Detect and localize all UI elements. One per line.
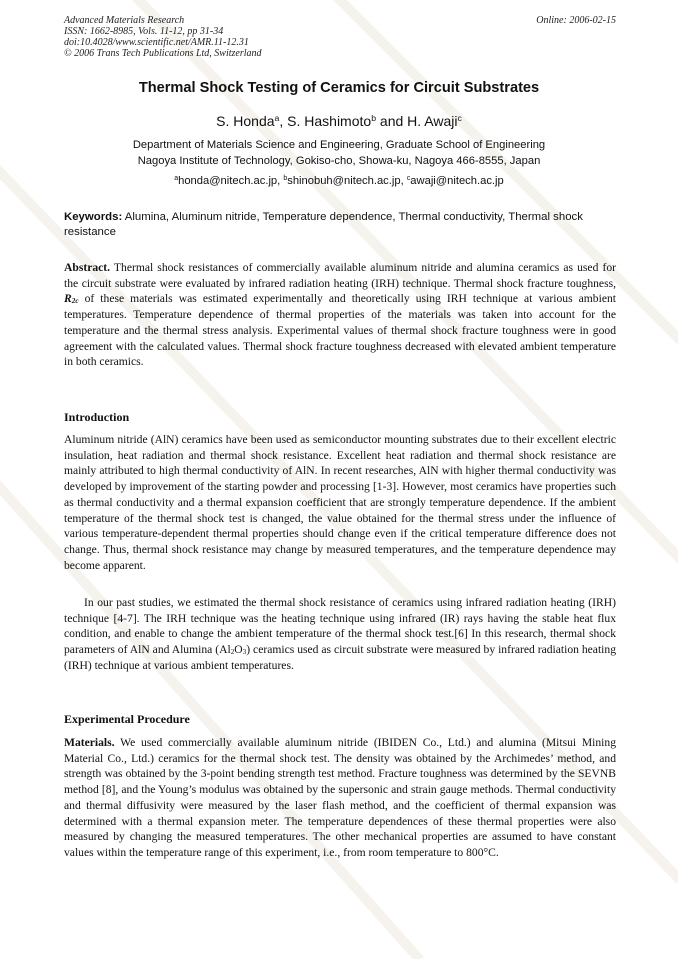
paragraph-text: In our past studies, we estimated the thermal shock resistance of ceramics using infrared radiation heating (IRH) technique [4-7]. The IRH technique was the heating technique using infrared (IR) rays having the stable heat flux condition, and enable to change the ambient temperature of the thermal shock test.[6] In this research, thermal shock parameters of AlN and Alumina (Al [64, 596, 616, 657]
materials-label: Materials. [64, 736, 115, 749]
keywords-text: Alumina, Aluminum nitride, Temperature dependence, Thermal conductivity, Thermal shock resistance [64, 211, 583, 238]
affiliation-line-1: Department of Materials Science and Engineering, Graduate School of Engineering [132, 139, 546, 151]
introduction-paragraph-2 [64, 595, 616, 674]
formula-subscript: 2 [230, 648, 235, 657]
introduction-heading: Introduction [64, 410, 130, 424]
issn-line: ISSN: 1662-8985, Vols. 11-12, pp 31-34 [64, 26, 224, 37]
copyright-line: © 2006 Trans Tech Publications Ltd, Switzerland [64, 48, 262, 59]
symbol-subscript: 2c [71, 297, 79, 306]
keywords-label: Keywords: [64, 211, 123, 223]
author-affil-mark: b [371, 113, 377, 124]
journal-name: Advanced Materials Research [64, 15, 185, 26]
author-affil-mark: c [457, 113, 462, 124]
author-separator: , [279, 113, 288, 129]
author-affil-mark: a [274, 113, 280, 124]
formula-text: O [234, 643, 243, 657]
email-address: shinobuh@nitech.ac.jp [287, 175, 401, 187]
doi-line: doi:10.4028/www.scientific.net/AMR.11-12.31 [64, 37, 249, 48]
author-name: S. Hashimoto [287, 113, 372, 129]
author-list [0, 113, 678, 129]
affiliation-line-2: Nagoya Institute of Technology, Gokiso-cho, Showa-ku, Nagoya 466-8555, Japan [137, 155, 541, 167]
materials-paragraph [64, 735, 616, 861]
email-separator: , [400, 175, 407, 187]
abstract-label: Abstract. [64, 261, 111, 274]
abstract-text: Thermal shock resistances of commercially available aluminum nitride and alumina ceramics as used for the circuit substrate were evaluated by infrared radiation heating (IRH) technique. Thermal shock fracture toughness, [64, 261, 616, 290]
formula-subscript: 3 [242, 648, 247, 657]
abstract [64, 260, 616, 370]
fracture-toughness-symbol: R [64, 292, 72, 306]
journal-header [64, 15, 616, 59]
email-address: awaji@nitech.ac.jp [410, 175, 504, 187]
keywords [64, 210, 616, 240]
online-date: Online: 2006-02-15 [536, 15, 616, 26]
email-address: honda@nitech.ac.jp [178, 175, 278, 187]
author-name: S. Honda [216, 113, 275, 129]
paragraph-text: ) ceramics used as circuit substrate were measured by infrared radiation heating (IRH) technique at various ambient temperatures. [64, 643, 616, 672]
email-mark: b [283, 175, 288, 183]
experimental-heading: Experimental Procedure [64, 712, 190, 726]
abstract-text: of these materials was estimated experimentally and theoretically using IRH technique at various ambient temperatures. Temperature dependence of thermal properties of the materials was taken into account for the temperature and the thermal stress analysis. Experimental values of thermal shock fracture toughness were in good agreement with the calculated values. Thermal shock fracture toughness decreased with elevated ambient temperature in both ceramics. [64, 292, 616, 369]
email-list [0, 175, 678, 187]
author-separator: and [376, 113, 408, 129]
materials-text: We used commercially available aluminum nitride (IBIDEN Co., Ltd.) and alumina (Mitsui Mining Material Co., Ltd.) ceramics for the thermal shock test. The density was obtained by the Archimedes’ method, and strength was obtained by the 3-point bending strength test method. Fracture toughness was determined by the SEVNB method [8], and the Young’s modulus was obtained by the supersonic and strain gauge methods. Thermal conductivity and thermal diffusivity were measured by the laser flash method, and the coefficient of thermal expansion was determined with a thermal expansion meter. The temperature dependences of these thermal properties were also measured by changing the measured temperatures. The other mechanical properties are assumed to have constant values within the temperature range of this experiment, i.e., from room temperature to 800°C. [64, 736, 616, 859]
paper-title: Thermal Shock Testing of Ceramics for Circuit Substrates [138, 80, 540, 96]
email-separator: , [277, 175, 284, 187]
email-mark: c [406, 175, 411, 183]
author-name: H. Awaji [407, 113, 458, 129]
email-mark: a [174, 175, 179, 183]
introduction-paragraph-1: Aluminum nitride (AlN) ceramics have been used as semiconductor mounting substrates due to their excellent electric insulation, heat radiation and thermal shock resistance. Excellent heat radiation and thermal shock resistance are mainly attributed to high thermal conductivity of AlN. In recent researches, AlN with higher thermal conductivity was developed by improvement of the starting powder and processing [1-3]. However, most ceramics have properties such as thermal conductivity and a thermal expansion coefficient that are strongly temperature dependence. If the ambient temperature of the thermal shock test is changed, the value obtained for the thermal stress under the influence of various temperature-dependent thermal properties should change even if the critical temperature difference does not change. Thus, thermal shock resistance may change by measured temperatures, and the temperature dependence may become apparent. [64, 433, 616, 572]
